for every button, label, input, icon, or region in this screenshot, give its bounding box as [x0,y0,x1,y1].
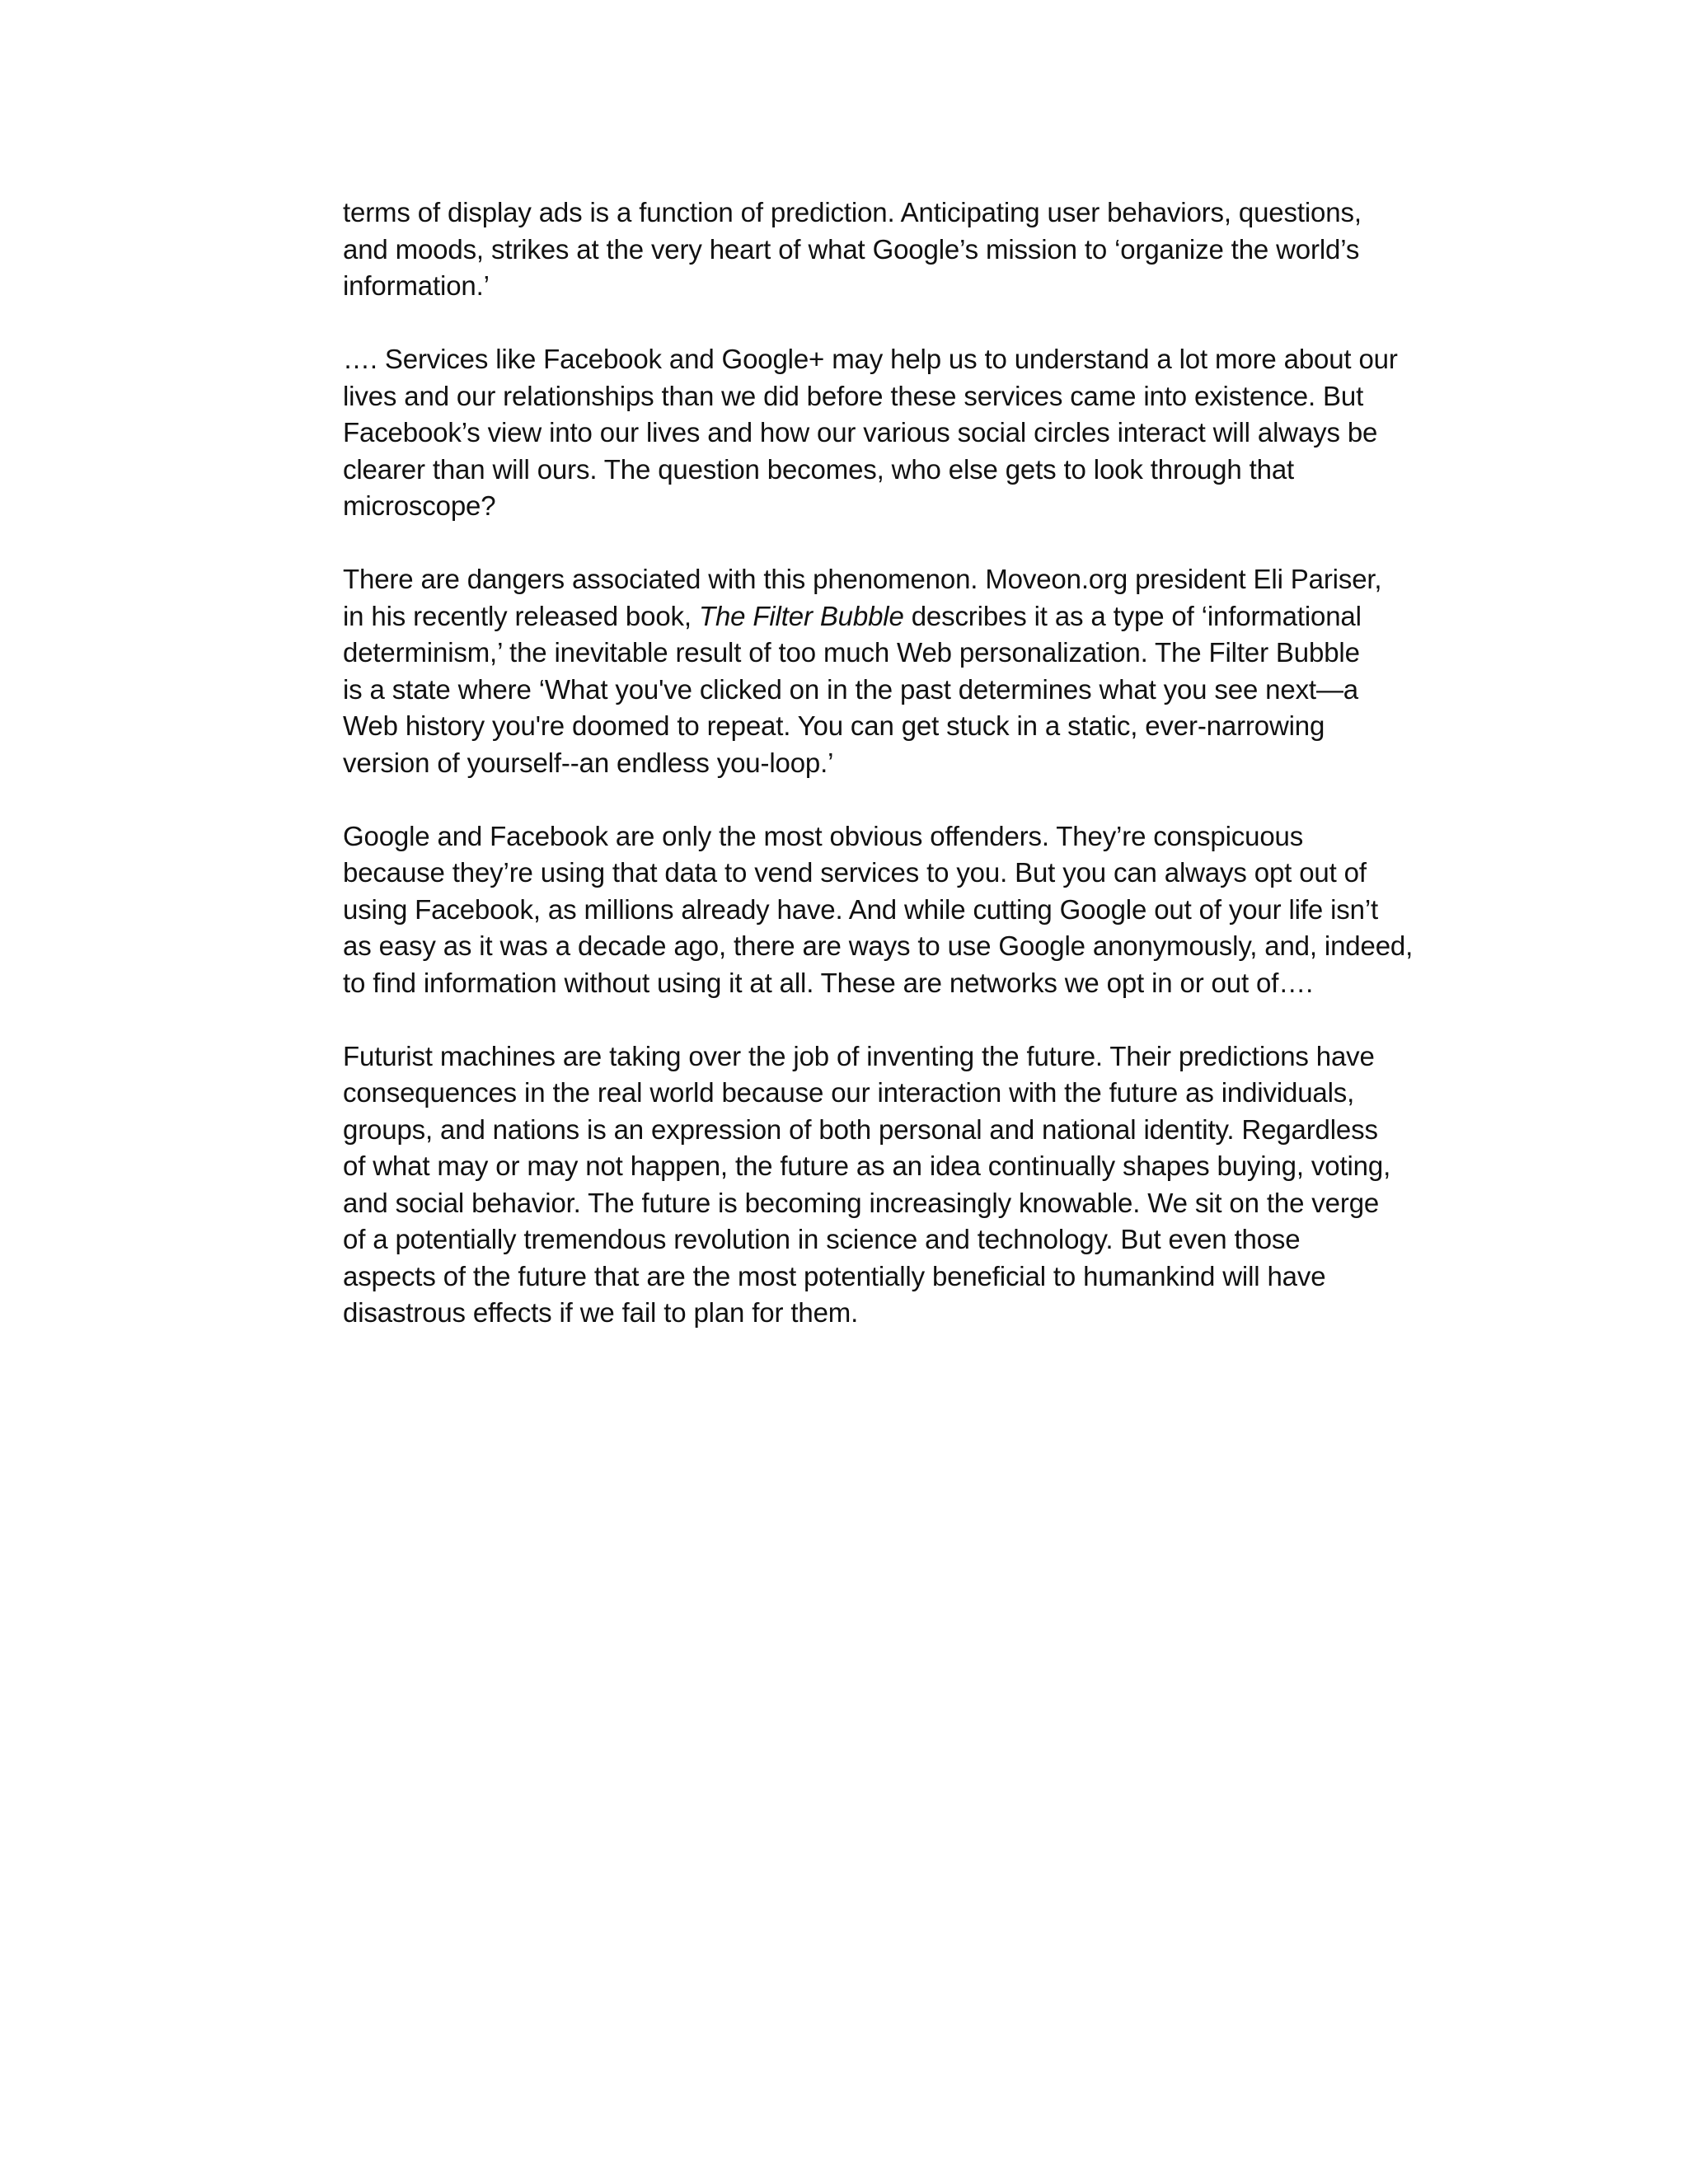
text-line: because they’re using that data to vend services to you. But you can always opt out of [343,857,1367,888]
paragraph-filter-bubble [343,561,1431,781]
book-title: The Filter Bubble [698,600,904,631]
text-line: disastrous effects if we fail to plan for them. [343,1297,859,1328]
text-line: determinism,’ the inevitable result of too much Web personalization. The Filter Bubble [343,637,1360,668]
text-line: of a potentially tremendous revolution in science and technology. But even those [343,1224,1301,1254]
text-line: Web history you're doomed to repeat. You can get stuck in a static, ever-narrowing [343,710,1325,741]
text-segment: describes it as a type of ‘informational [903,600,1362,631]
text-line: is a state where ‘What you've clicked on in the past determines what you see next—a [343,673,1358,705]
text-line: microscope? [343,490,496,521]
text-line: as easy as it was a decade ago, there are ways to use Google anonymously, and, indeed, [343,930,1414,961]
text-line: aspects of the future that are the most potentially beneficial to humankind will have [343,1260,1326,1291]
paragraph-offenders [343,818,1431,1002]
text-line: Futurist machines are taking over the job of inventing the future. Their predictions have [343,1040,1375,1071]
paragraph-futurist-machines [343,1038,1431,1332]
text-line: using Facebook, as millions already have. And while cutting Google out of your life isn’t [343,893,1379,925]
text-line-with-title [343,598,1431,635]
text-line: and social behavior. The future is becoming increasingly knowable. We sit on the verge [343,1187,1380,1218]
text-line: of what may or may not happen, the future as an idea continually shapes buying, voting, [343,1151,1391,1181]
text-line: There are dangers associated with this phenomenon. Moveon.org president Eli Pariser, [343,564,1382,594]
text-line: clearer than will ours. The question becomes, who else gets to look through that [343,453,1295,485]
body-text [343,194,1431,1368]
paragraph-social-services [343,341,1431,525]
text-line: terms of display ads is a function of prediction. Anticipating user behaviors, questions, [343,197,1362,227]
text-line: version of yourself--an endless you-loop.’ [343,747,834,778]
text-line: groups, and nations is an expression of both personal and national identity. Regardless [343,1113,1378,1145]
text-line: Facebook’s view into our lives and how our various social circles interact will always be [343,417,1378,448]
text-segment: in his recently released book, [343,600,699,631]
text-line: information.’ [343,270,490,301]
text-line: lives and our relationships than we did before these services came into existence. But [343,380,1364,411]
text-line: to find information without using it at all. These are networks we opt in or out of…. [343,967,1314,998]
text-line: and moods, strikes at the very heart of what Google’s mission to ‘organize the world’s [343,233,1360,265]
text-line: …. Services like Facebook and Google+ may help us to understand a lot more about our [343,344,1398,374]
text-line: consequences in the real world because our interaction with the future as individuals, [343,1077,1355,1108]
paragraph-prediction [343,194,1431,305]
text-line: Google and Facebook are only the most obvious offenders. They’re conspicuous [343,820,1304,851]
